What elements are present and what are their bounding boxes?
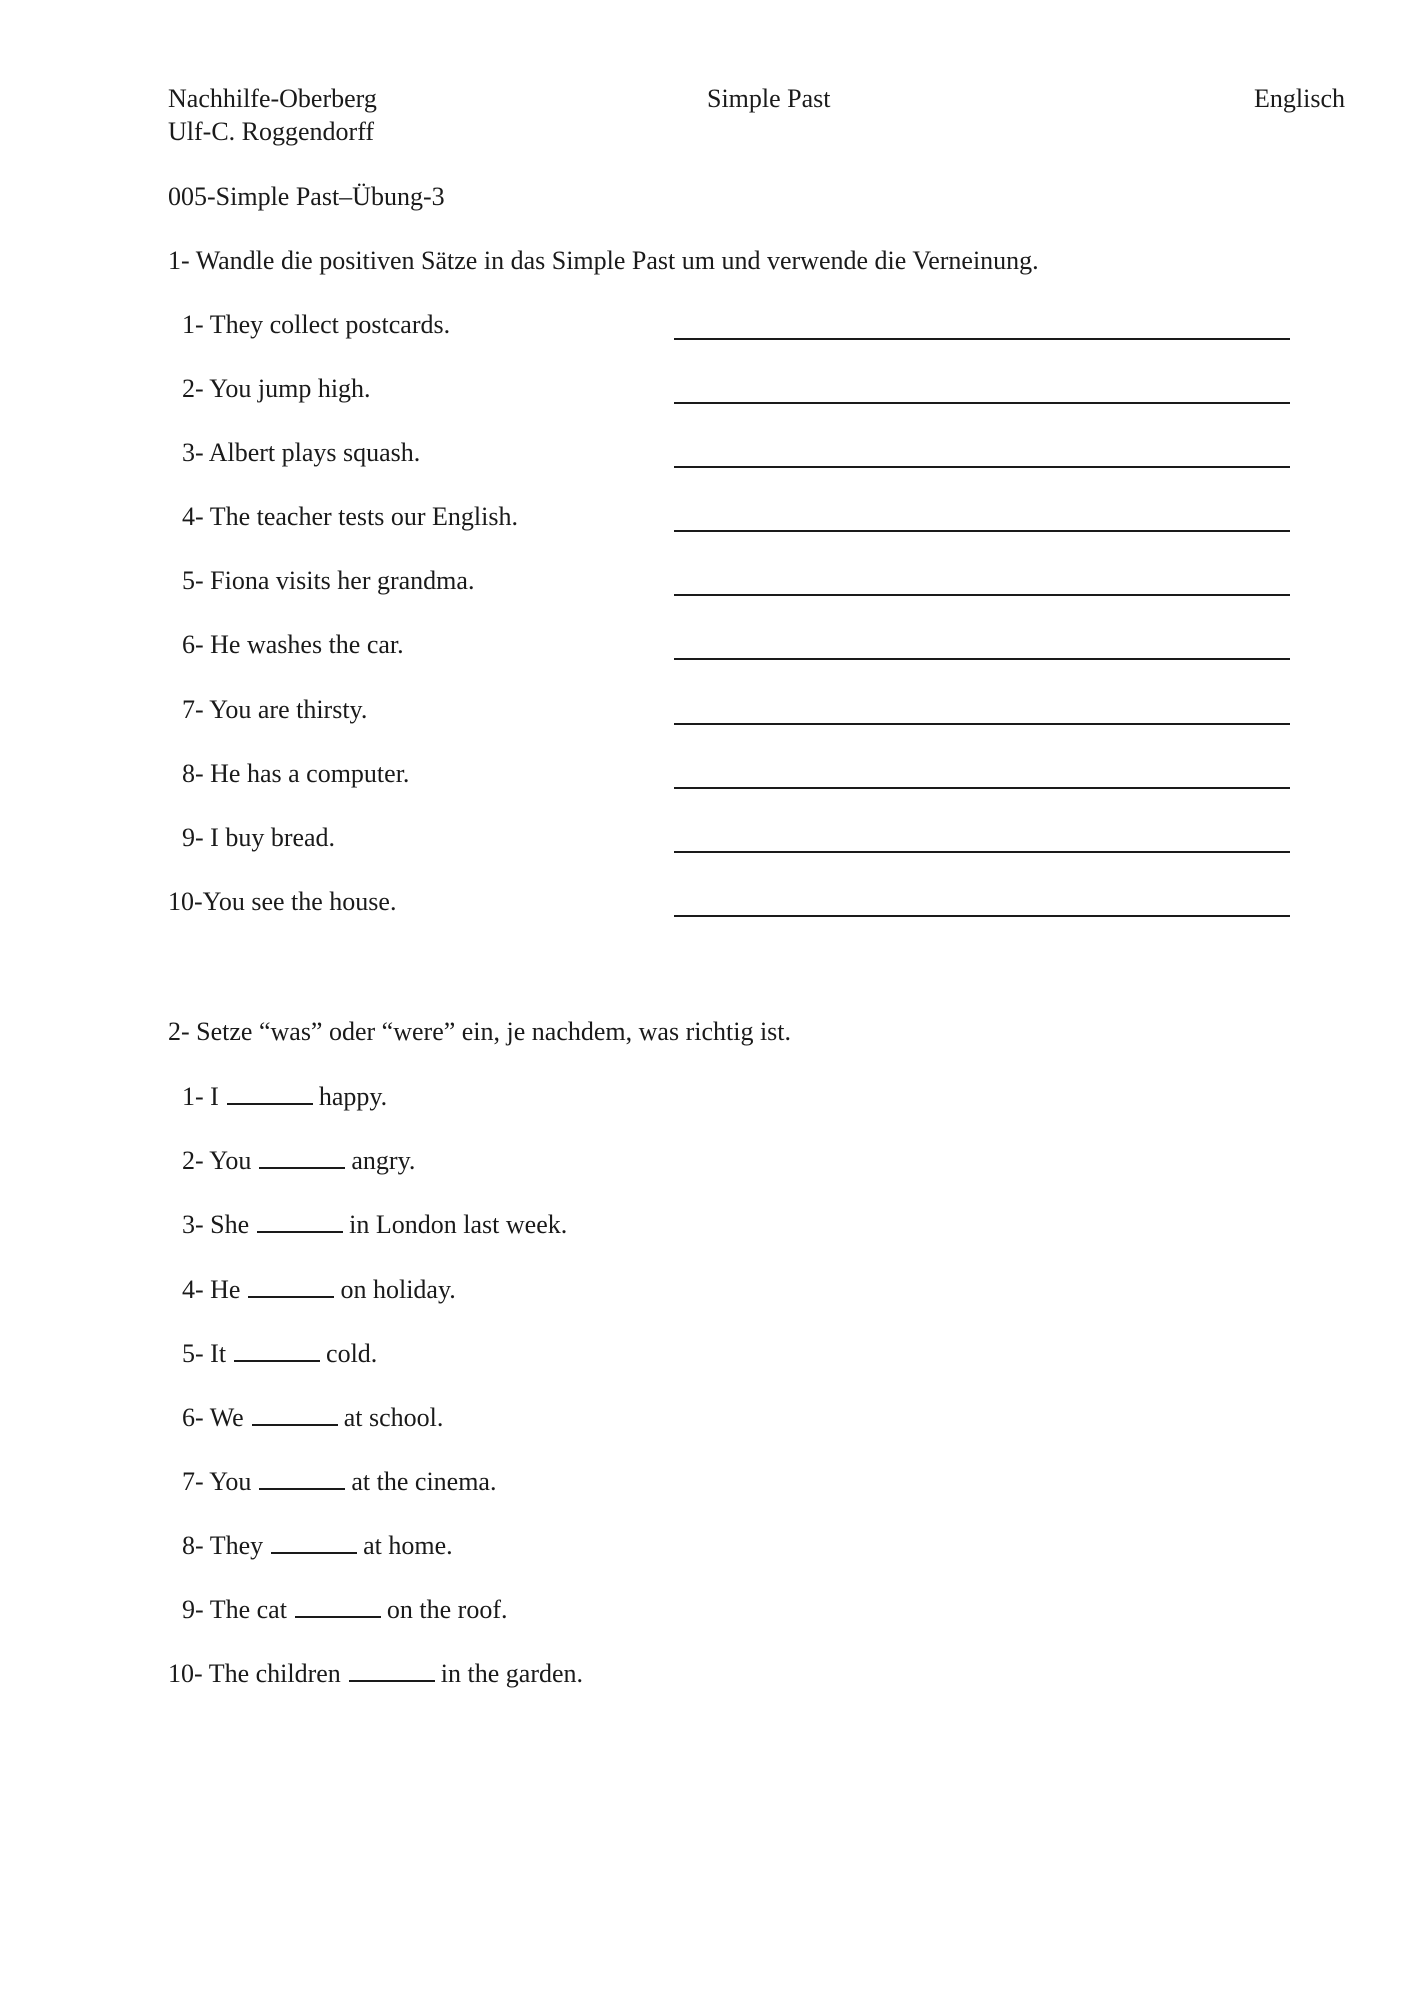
fill-blank[interactable] [227, 1083, 313, 1105]
answer-line[interactable] [674, 851, 1290, 853]
section1-sentence: 9- I buy bread. [182, 823, 336, 852]
section1-sentence: 6- He washes the car. [182, 630, 404, 659]
section2-before: 9- The cat [182, 1595, 287, 1624]
fill-blank[interactable] [271, 1532, 357, 1554]
section2-before: 10- The children [168, 1659, 341, 1688]
section1-item [0, 825, 1413, 865]
section1-instruction: 1- Wandle die positiven Sätze in das Simple Past um und verwende die Verneinung. [168, 246, 1039, 275]
section1-sentence: 5- Fiona visits her grandma. [182, 566, 475, 595]
fill-blank[interactable] [259, 1147, 345, 1169]
section1-sentence: 4- The teacher tests our English. [182, 502, 518, 531]
answer-line[interactable] [674, 466, 1290, 468]
fill-blank[interactable] [295, 1596, 381, 1618]
section1-item [0, 376, 1413, 416]
section2-after: cold. [326, 1339, 378, 1368]
fill-blank[interactable] [248, 1276, 334, 1298]
fill-blank[interactable] [257, 1211, 343, 1233]
section2-after: on the roof. [386, 1595, 508, 1624]
header-org: Nachhilfe-Oberberg [168, 84, 377, 113]
answer-line[interactable] [674, 723, 1290, 725]
section1-sentence: 2- You jump high. [182, 374, 371, 403]
section2-before: 5- It [182, 1339, 227, 1368]
section2-after: on holiday. [340, 1275, 456, 1304]
section2-item [182, 1276, 456, 1303]
section2-instruction: 2- Setze “was” oder “were” ein, je nachdem, was richtig ist. [168, 1017, 792, 1046]
section2-item [182, 1211, 567, 1238]
answer-line[interactable] [674, 402, 1290, 404]
section2-after: at home. [363, 1531, 453, 1560]
answer-line[interactable] [674, 338, 1290, 340]
answer-line[interactable] [674, 658, 1290, 660]
section1-item [0, 504, 1413, 544]
header-author: Ulf-C. Roggendorff [168, 117, 375, 146]
section2-after: at the cinema. [351, 1467, 497, 1496]
section2-item [168, 1660, 583, 1687]
section2-item [182, 1596, 508, 1623]
exercise-title: 005-Simple Past–Übung-3 [168, 182, 445, 211]
answer-line[interactable] [674, 594, 1290, 596]
section1-sentence: 10-You see the house. [168, 887, 397, 916]
section2-before: 2- You [182, 1146, 252, 1175]
section1-item [0, 440, 1413, 480]
section1-item [0, 761, 1413, 801]
section2-before: 7- You [182, 1467, 252, 1496]
section2-after: in London last week. [349, 1210, 568, 1239]
section2-after: in the garden. [440, 1659, 584, 1688]
section1-item [0, 697, 1413, 737]
fill-blank[interactable] [259, 1468, 345, 1490]
answer-line[interactable] [674, 787, 1290, 789]
fill-blank[interactable] [349, 1660, 435, 1682]
section1-sentence: 3- Albert plays squash. [182, 438, 421, 467]
header-topic: Simple Past [707, 84, 831, 113]
section2-after: angry. [351, 1146, 416, 1175]
section1-item [0, 568, 1413, 608]
answer-line[interactable] [674, 915, 1290, 917]
fill-blank[interactable] [234, 1340, 320, 1362]
section2-before: 8- They [182, 1531, 264, 1560]
section1-item [0, 632, 1413, 672]
section2-item [182, 1147, 415, 1174]
section1-item [0, 889, 1413, 929]
fill-blank[interactable] [252, 1404, 338, 1426]
section2-item [182, 1468, 496, 1495]
section2-item [182, 1340, 377, 1367]
section2-after: happy. [318, 1082, 388, 1111]
section2-before: 4- He [182, 1275, 241, 1304]
section2-item [182, 1532, 453, 1559]
section1-sentence: 8- He has a computer. [182, 759, 410, 788]
section1-sentence: 7- You are thirsty. [182, 695, 368, 724]
section2-before: 1- I [182, 1082, 219, 1111]
section1-sentence: 1- They collect postcards. [182, 310, 451, 339]
section2-item [182, 1083, 387, 1110]
answer-line[interactable] [674, 530, 1290, 532]
header-subject: Englisch [1254, 84, 1345, 113]
section1-item [0, 312, 1413, 352]
section2-item [182, 1404, 443, 1431]
section2-before: 6- We [182, 1403, 244, 1432]
section2-after: at school. [343, 1403, 444, 1432]
section2-before: 3- She [182, 1210, 250, 1239]
